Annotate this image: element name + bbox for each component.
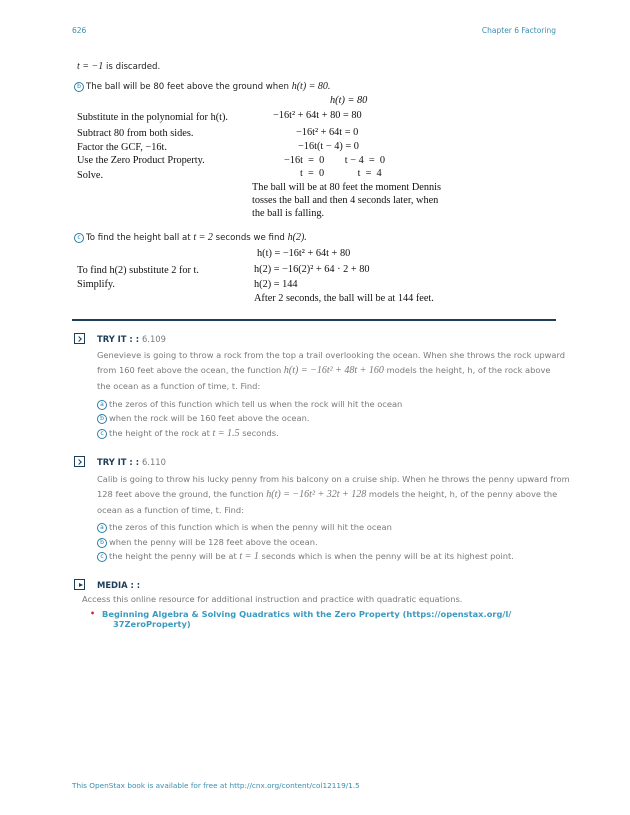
step-eq: h(2) = −16(2)² + 64 · 2 + 80 (254, 264, 370, 275)
chevron-right-icon (74, 333, 85, 344)
item-marker: c (97, 429, 107, 439)
section-divider (72, 319, 556, 321)
discard-eq: t = −1 (77, 61, 104, 72)
part-c-conclusion: After 2 seconds, the ball will be at 144 feet. (254, 293, 434, 304)
try2-line-3: ocean as a function of time, t. Find: (97, 505, 244, 515)
part-c-intro-eq: t = 2 (193, 232, 213, 243)
item-text: the zeros of this function which tell us when the rock will hit the ocean (109, 399, 403, 409)
step-label: Simplify. (77, 279, 115, 290)
try-it-heading (97, 334, 166, 344)
media-label: MEDIA : : (97, 580, 141, 590)
item-eq: t = 1.5 (212, 428, 240, 439)
media-link-line-1[interactable]: Beginning Algebra & Solving Quadratics with the Zero Property (https://openstax.org/l/ (102, 609, 512, 619)
item-marker: b (97, 538, 107, 548)
media-text: Access this online resource for additional instruction and practice with quadratic equations. (82, 594, 463, 604)
try1-line-2b: models the height, h, of the rock above (386, 365, 551, 375)
part-c-intro (74, 232, 307, 243)
step-eq: h(2) = 144 (254, 279, 298, 290)
step-eq: −16t = 0 t − 4 = 0 (284, 155, 386, 166)
media-link[interactable] (90, 609, 512, 619)
item-marker: c (97, 552, 107, 562)
part-b-conclusion-1: The ball will be at 80 feet the moment Dennis (252, 182, 442, 193)
try-it-heading (97, 457, 166, 467)
step-eq: −16t(t − 4) = 0 (298, 141, 359, 152)
try1-item-a (97, 399, 402, 410)
item-text: the height of the rock at (109, 428, 210, 438)
try2-line-1: Calib is going to throw his lucky penny from his balcony on a cruise ship. When he throws the penny upward from (97, 474, 570, 484)
part-b-conclusion-3: the ball is falling. (252, 208, 325, 219)
try1-line-1: Genevieve is going to throw a rock from the top a trail overlooking the ocean. When she throws the rock upward (97, 350, 566, 360)
try1-line-2a: from 160 feet above the ocean, the function (97, 365, 282, 375)
part-b-intro (74, 81, 330, 92)
item-tail: seconds which is when the penny will be at its highest point. (261, 551, 514, 561)
step-eq: −16t² + 64t + 80 = 80 (273, 110, 362, 121)
part-b-marker: b (74, 82, 84, 92)
part-b-intro-text: The ball will be 80 feet above the ground when (86, 82, 289, 92)
step-label: Solve. (77, 170, 104, 181)
bullet-icon: • (90, 609, 96, 618)
step-label: Use the Zero Product Property. (77, 155, 205, 166)
item-marker: a (97, 523, 107, 533)
item-text: the height the penny will be at (109, 551, 237, 561)
try-it-label: TRY IT : : (97, 334, 140, 344)
item-tail: seconds. (242, 428, 279, 438)
part-b-intro-eq: h(t) = 80. (291, 81, 331, 92)
try2-function: h(t) = −16t² + 32t + 128 (266, 489, 367, 500)
try1-function: h(t) = −16t² + 48t + 160 (283, 365, 384, 376)
try2-item-a (97, 522, 392, 533)
part-c-intro-tail: seconds we find (215, 233, 285, 243)
try2-line-2a: 128 feet above the ground, the function (97, 489, 264, 499)
try1-line-2 (97, 365, 551, 376)
try-it-number: 6.110 (141, 457, 166, 467)
part-c-intro-eq2: h(2). (287, 232, 307, 243)
try1-item-b (97, 413, 310, 424)
step-eq: −16t² + 64t = 0 (296, 127, 359, 138)
item-text: when the penny will be 128 feet above the ocean. (109, 537, 318, 547)
item-eq: t = 1 (239, 551, 259, 562)
play-icon (74, 579, 85, 590)
item-marker: a (97, 400, 107, 410)
part-c-intro-text: To find the height ball at (86, 233, 191, 243)
item-text: the zeros of this function which is when the penny will hit the ocean (109, 522, 392, 532)
try2-item-c (97, 551, 514, 562)
part-b-conclusion-2: tosses the ball and then 4 seconds later, when (252, 195, 439, 206)
item-marker: b (97, 414, 107, 424)
try2-item-b (97, 537, 318, 548)
part-c-centered-eq: h(t) = −16t² + 64t + 80 (257, 248, 351, 259)
step-label: To find h(2) substitute 2 for t. (77, 265, 199, 276)
discard-text: is discarded. (106, 62, 161, 72)
step-label: Factor the GCF, −16t. (77, 142, 167, 153)
chapter-title: Chapter 6 Factoring (481, 26, 556, 35)
try-it-number: 6.109 (141, 334, 166, 344)
try1-line-3: the ocean as a function of time, t. Find: (97, 381, 261, 391)
try1-item-c (97, 428, 279, 439)
discard-line (77, 61, 160, 72)
page-number: 626 (72, 26, 87, 35)
chevron-right-icon (74, 456, 85, 467)
step-label: Subtract 80 from both sides. (77, 128, 194, 139)
try-it-label: TRY IT : : (97, 457, 140, 467)
item-text: when the rock will be 160 feet above the ocean. (109, 413, 310, 423)
media-link-line-2[interactable]: 37ZeroProperty) (113, 619, 191, 629)
footer-text: This OpenStax book is available for free at http://cnx.org/content/col12119/1.5 (72, 781, 360, 790)
part-b-centered-eq: h(t) = 80 (330, 95, 368, 106)
try2-line-2 (97, 489, 557, 500)
try2-line-2b: models the height, h, of the penny above the (368, 489, 558, 499)
step-eq: t = 0 t = 4 (300, 168, 382, 179)
part-c-marker: c (74, 233, 84, 243)
step-label: Substitute in the polynomial for h(t). (77, 112, 229, 123)
